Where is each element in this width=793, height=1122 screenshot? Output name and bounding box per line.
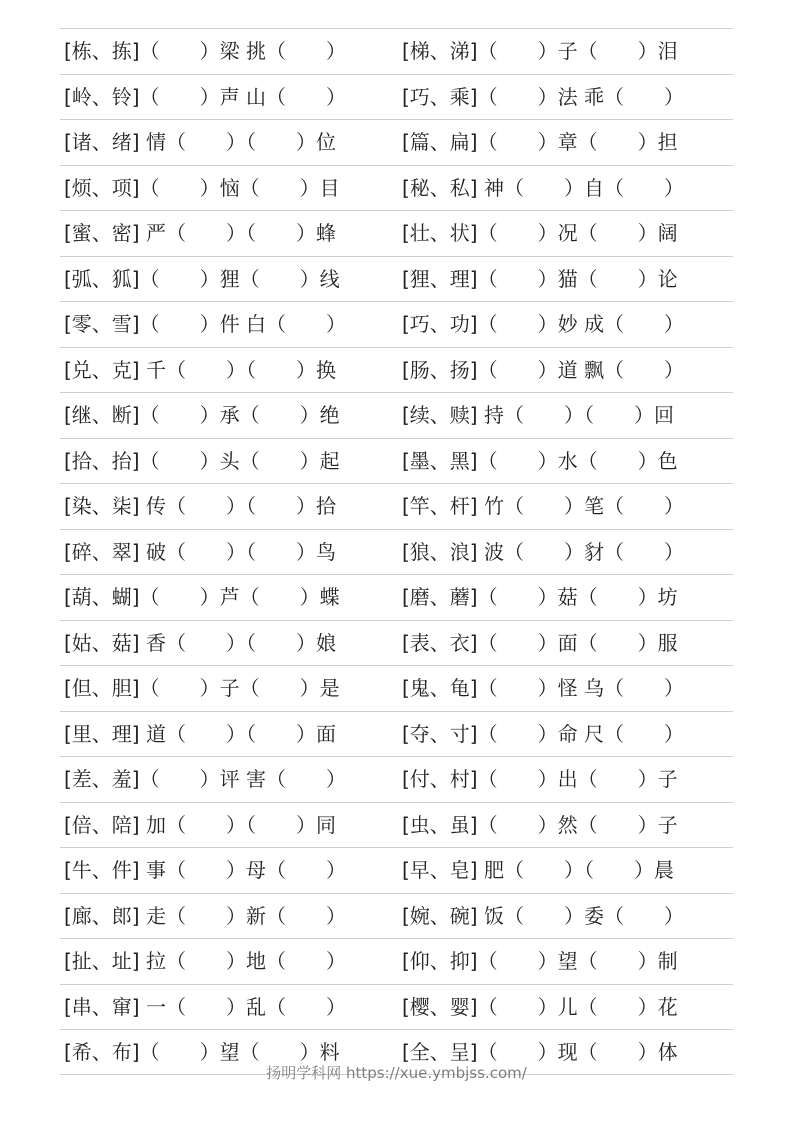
- exercise-right: [虫、虽]（ ）然（ ）子: [402, 812, 678, 837]
- worksheet-row: [60, 74, 733, 120]
- exercise-right: [秘、私] 神（ ）自（ ）: [402, 175, 684, 200]
- exercise-right: [狼、浪] 波（ ）豺（ ）: [402, 539, 684, 564]
- exercise-left: [葫、蝴]（ ）芦（ ）蝶: [64, 585, 340, 609]
- exercise-right: [墨、黑]（ ）水（ ）色: [402, 448, 678, 473]
- watermark: 扬明学科网 https://xue.ymbjss.com/: [266, 1064, 527, 1082]
- worksheet-row: [60, 893, 733, 939]
- exercise-left: [拾、抬]（ ）头（ ）起: [64, 448, 340, 473]
- worksheet-row: [60, 256, 733, 302]
- exercise-left: [弧、狐]（ ）狸（ ）线: [64, 266, 340, 291]
- exercise-right: [续、赎] 持（ ）（ ）回: [402, 403, 674, 427]
- exercise-left: [继、断]（ ）承（ ）绝: [64, 403, 340, 427]
- exercise-left: [栋、拣]（ ）梁 挑（ ）: [64, 39, 346, 63]
- exercise-left: [染、柒] 传（ ）（ ）拾: [64, 494, 336, 518]
- worksheet-row: [60, 301, 733, 347]
- exercise-right: [仰、抑]（ ）望（ ）制: [402, 949, 678, 973]
- worksheet-row: [60, 938, 733, 984]
- exercise-left: [串、窜] 一（ ）乱（ ）: [64, 994, 346, 1019]
- worksheet-row: [60, 529, 733, 575]
- exercise-right: [付、村]（ ）出（ ）子: [402, 767, 678, 791]
- exercise-left: [蜜、密] 严（ ）（ ）蜂: [64, 221, 336, 245]
- exercise-left: [差、羞]（ ）评 害（ ）: [64, 767, 346, 791]
- worksheet-row: [60, 347, 733, 393]
- worksheet-row: [60, 28, 733, 74]
- worksheet-row: [60, 711, 733, 757]
- worksheet-row: [60, 483, 733, 529]
- exercise-right: [夺、寸]（ ）命 尺（ ）: [402, 721, 684, 746]
- exercise-left: [诸、绪] 情（ ）（ ）位: [64, 130, 336, 154]
- exercise-right: [樱、婴]（ ）儿（ ）花: [402, 994, 678, 1019]
- exercise-right: [肠、扬]（ ）道 飘（ ）: [402, 357, 684, 382]
- worksheet-row: [60, 847, 733, 893]
- exercise-left: [倍、陪] 加（ ）（ ）同: [64, 812, 336, 837]
- worksheet-row: [60, 574, 733, 620]
- exercise-left: [廊、郎] 走（ ）新（ ）: [64, 903, 346, 928]
- exercise-right: [早、皂] 肥（ ）（ ）晨: [402, 858, 674, 882]
- exercise-left: [烦、项]（ ）恼（ ）目: [64, 175, 340, 200]
- worksheet-row: [60, 392, 733, 438]
- worksheet: [60, 28, 733, 1075]
- worksheet-row: [60, 438, 733, 484]
- worksheet-row: [60, 665, 733, 711]
- exercise-left: [里、理] 道（ ）（ ）面: [64, 721, 336, 746]
- exercise-left: [岭、铃]（ ）声 山（ ）: [64, 84, 346, 109]
- exercise-right: [婉、碗] 饭（ ）委（ ）: [402, 903, 684, 928]
- worksheet-row: [60, 984, 733, 1030]
- exercise-left: [但、胆]（ ）子（ ）是: [64, 676, 340, 700]
- worksheet-row: [60, 756, 733, 802]
- exercise-right: [狸、理]（ ）猫（ ）论: [402, 266, 678, 291]
- exercise-left: [兑、克] 千（ ）（ ）换: [64, 357, 336, 382]
- worksheet-row: [60, 210, 733, 256]
- exercise-right: [竿、杆] 竹（ ）笔（ ）: [402, 494, 684, 518]
- worksheet-row: [60, 620, 733, 666]
- exercise-right: [鬼、龟]（ ）怪 乌（ ）: [402, 676, 684, 700]
- exercise-right: [全、呈]（ ）现（ ）体: [402, 1040, 678, 1064]
- exercise-left: [希、布]（ ）望（ ）料: [64, 1040, 340, 1064]
- exercise-right: [巧、乘]（ ）法 乖（ ）: [402, 84, 684, 109]
- worksheet-row: [60, 802, 733, 848]
- exercise-left: [碎、翠] 破（ ）（ ）鸟: [64, 539, 336, 564]
- worksheet-row: [60, 119, 733, 165]
- exercise-right: [壮、状]（ ）况（ ）阔: [402, 221, 678, 245]
- exercise-left: [扯、址] 拉（ ）地（ ）: [64, 949, 346, 973]
- exercise-right: [篇、扁]（ ）章（ ）担: [402, 130, 678, 154]
- exercise-left: [姑、菇] 香（ ）（ ）娘: [64, 630, 336, 655]
- exercise-right: [巧、功]（ ）妙 成（ ）: [402, 312, 684, 336]
- exercise-left: [零、雪]（ ）件 白（ ）: [64, 312, 346, 336]
- exercise-right: [磨、蘑]（ ）菇（ ）坊: [402, 585, 678, 609]
- exercise-left: [牛、件] 事（ ）母（ ）: [64, 858, 346, 882]
- worksheet-row: [60, 165, 733, 211]
- exercise-right: [梯、涕]（ ）子（ ）泪: [402, 39, 678, 63]
- exercise-right: [表、衣]（ ）面（ ）服: [402, 630, 678, 655]
